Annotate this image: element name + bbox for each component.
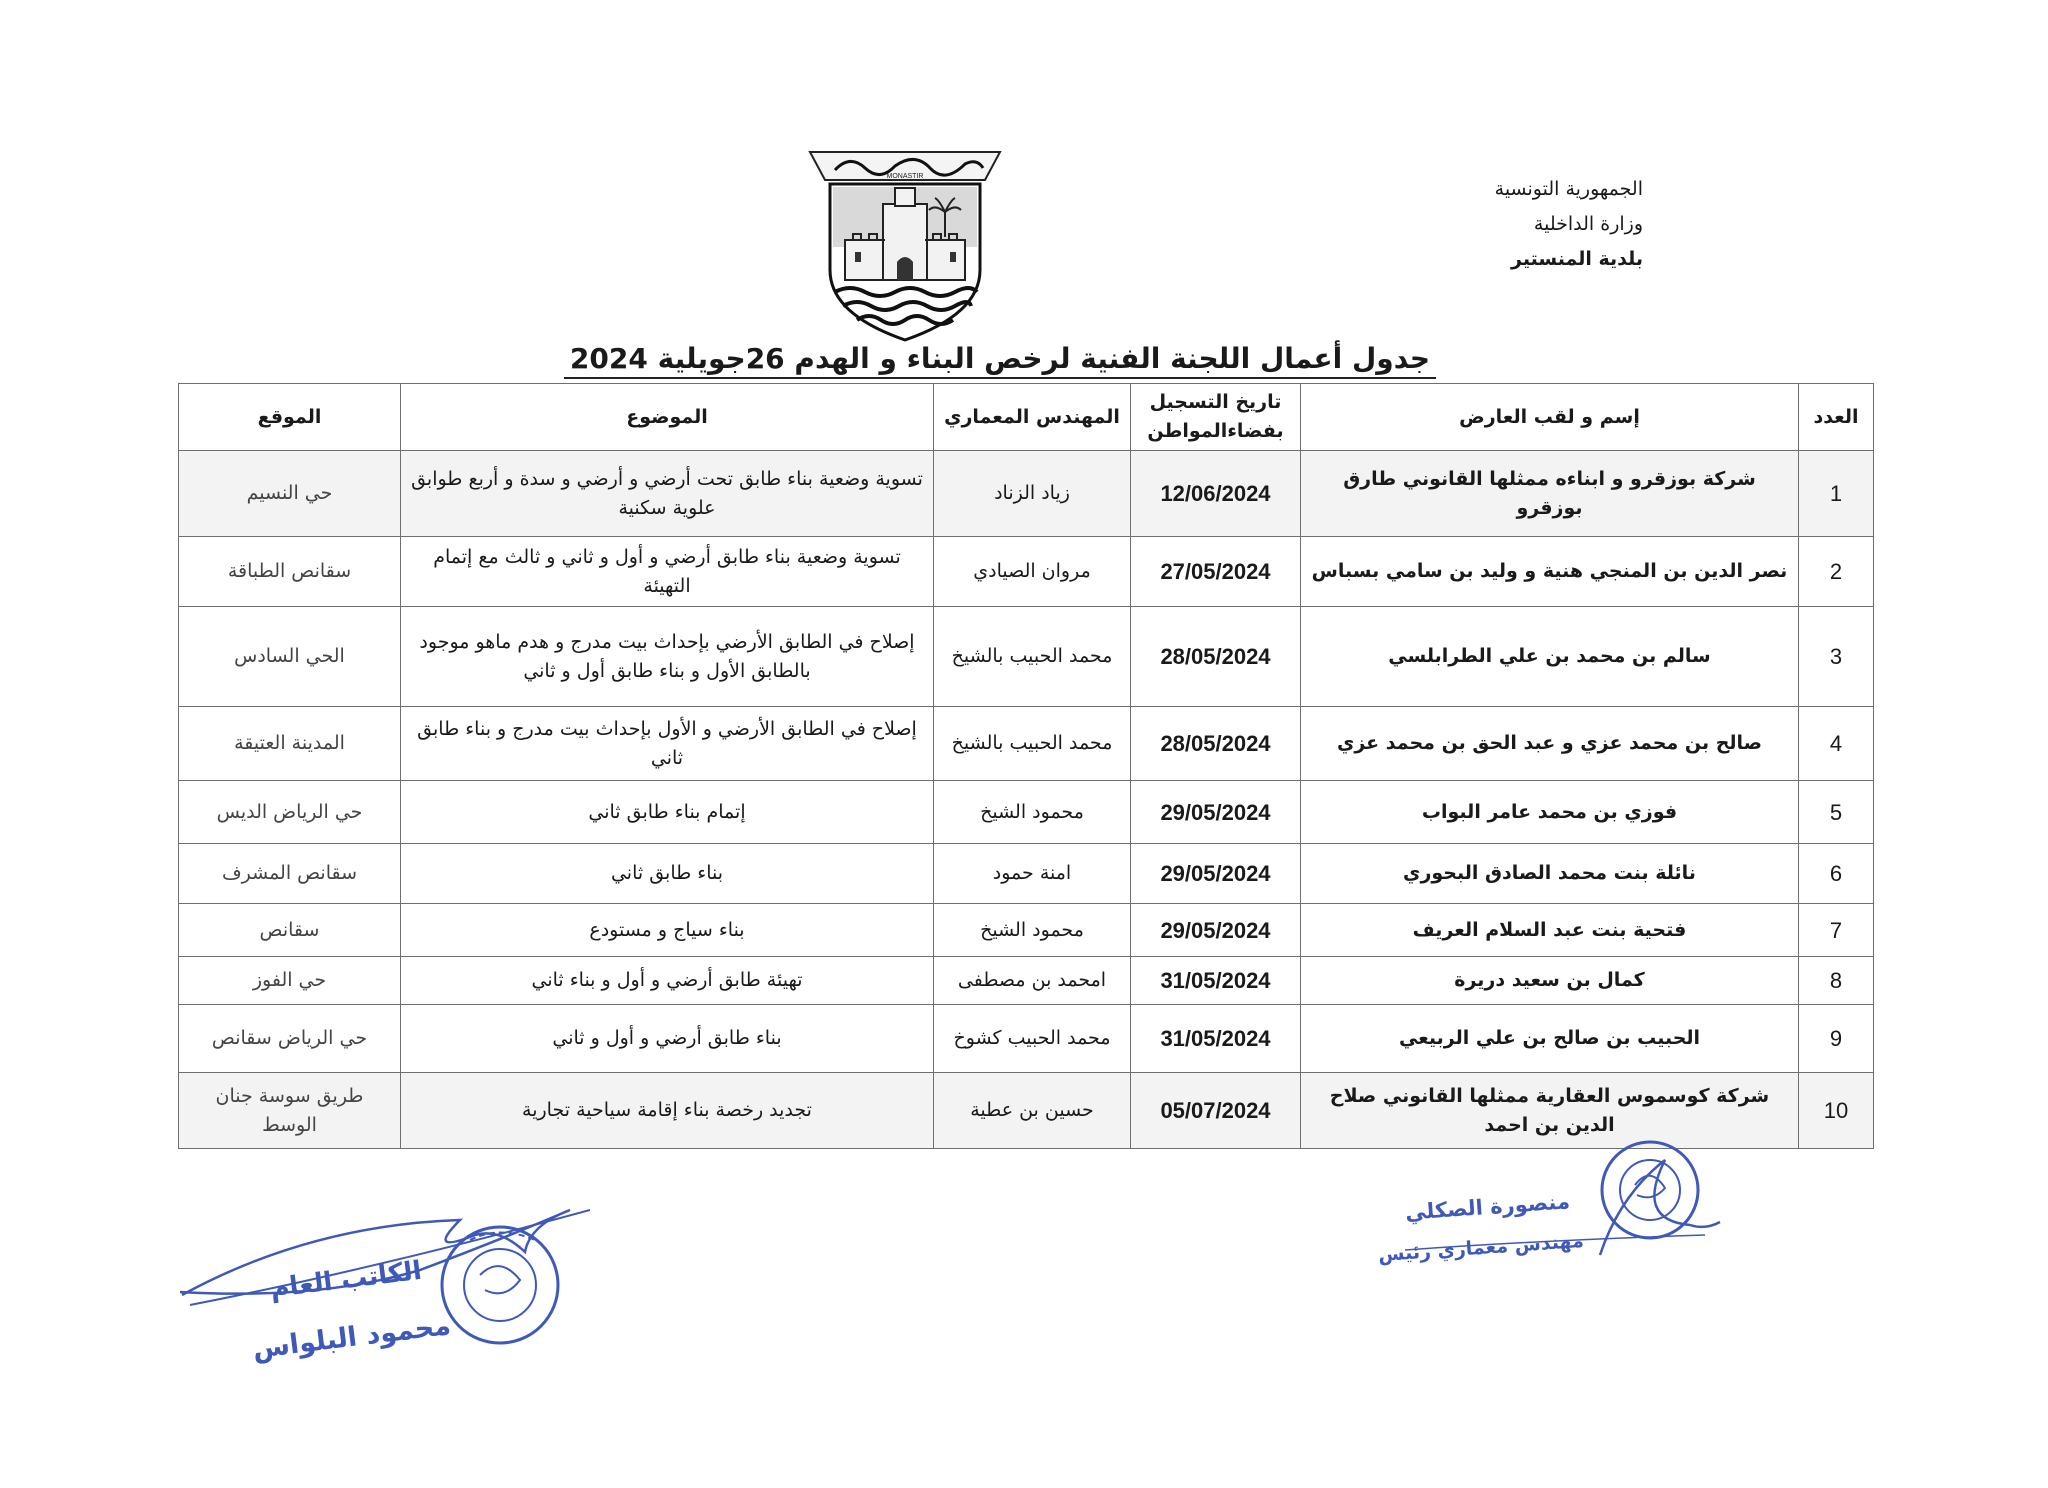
table-header-row [179,384,1874,451]
cell-date: 29/05/2024 [1131,844,1301,904]
cell-location: سقانص [179,904,401,957]
header-location: الموقع [179,384,401,451]
cell-owner: شركة بوزقرو و ابناءه ممثلها القانوني طارق بوزقرو [1301,451,1799,537]
header-architect: المهندس المعماري [934,384,1131,451]
cell-owner: شركة كوسموس العقارية ممثلها القانوني صلاح الدين بن احمد [1301,1073,1799,1149]
cell-number: 3 [1799,607,1874,707]
table-row [179,844,1874,904]
cell-owner: سالم بن محمد بن علي الطرابلسي [1301,607,1799,707]
cell-date: 31/05/2024 [1131,1005,1301,1073]
cell-owner: نصر الدين بن المنجي هنية و وليد بن سامي بسباس [1301,537,1799,607]
table-row [179,1073,1874,1149]
cell-number: 8 [1799,957,1874,1005]
cell-architect: محمد الحبيب كشوخ [934,1005,1131,1073]
cell-architect: امحمد بن مصطفى [934,957,1131,1005]
emblem-caption: MONASTIR [886,173,924,180]
cell-architect: زياد الزناد [934,451,1131,537]
cell-number: 4 [1799,707,1874,781]
cell-number: 10 [1799,1073,1874,1149]
cell-location: حي الرياض الديس [179,781,401,844]
cell-subject: إصلاح في الطابق الأرضي و الأول بإحداث بيت مدرج و بناء طابق ثاني [401,707,934,781]
country-name: الجمهورية التونسية [1494,178,1643,200]
header-subject: الموضوع [401,384,934,451]
cell-owner: فوزي بن محمد عامر البواب [1301,781,1799,844]
secretary-general-title: الكاتب العام [268,1255,424,1305]
header-owner: إسم و لقب العارض [1301,384,1799,451]
cell-number: 9 [1799,1005,1874,1073]
cell-number: 2 [1799,537,1874,607]
cell-location: سقانص الطباقة [179,537,401,607]
cell-location: الحي السادس [179,607,401,707]
header-number: العدد [1799,384,1874,451]
table-row [179,957,1874,1005]
permits-table [178,383,1874,1149]
cell-date: 29/05/2024 [1131,781,1301,844]
table-row [179,451,1874,537]
cell-date: 28/05/2024 [1131,607,1301,707]
table-row [179,1005,1874,1073]
table-row [179,607,1874,707]
cell-subject: بناء طابق أرضي و أول و ثاني [401,1005,934,1073]
cell-architect: محمود الشيخ [934,904,1131,957]
cell-owner: نائلة بنت محمد الصادق البحوري [1301,844,1799,904]
cell-subject: إصلاح في الطابق الأرضي بإحداث بيت مدرج و هدم ماهو موجود بالطابق الأول و بناء طابق أول و ثاني [401,607,934,707]
cell-date: 27/05/2024 [1131,537,1301,607]
cell-location: حي الرياض سقانص [179,1005,401,1073]
cell-location: حي النسيم [179,451,401,537]
cell-date: 29/05/2024 [1131,904,1301,957]
letterhead [1495,172,1643,277]
municipality-name: بلدية المنستير [1511,248,1643,270]
cell-architect: محمود الشيخ [934,781,1131,844]
table-row [179,707,1874,781]
cell-owner: الحبيب بن صالح بن علي الربيعي [1301,1005,1799,1073]
chief-architect-name: منصورة الصكلي [1404,1189,1571,1225]
cell-date: 12/06/2024 [1131,451,1301,537]
table-row [179,537,1874,607]
table-row [179,781,1874,844]
cell-location: طريق سوسة جنان الوسط [179,1073,401,1149]
cell-architect: محمد الحبيب بالشيخ [934,607,1131,707]
cell-date: 05/07/2024 [1131,1073,1301,1149]
cell-owner: صالح بن محمد عزي و عبد الحق بن محمد عزي [1301,707,1799,781]
cell-date: 31/05/2024 [1131,957,1301,1005]
cell-subject: إتمام بناء طابق ثاني [401,781,934,844]
header-date: تاريخ التسجيل بفضاءالمواطن [1131,384,1301,451]
cell-owner: فتحية بنت عبد السلام العريف [1301,904,1799,957]
cell-subject: تهيئة طابق أرضي و أول و بناء ثاني [401,957,934,1005]
cell-subject: تجديد رخصة بناء إقامة سياحية تجارية [401,1073,934,1149]
table-row [179,904,1874,957]
cell-subject: تسوية وضعية بناء طابق تحت أرضي و أرضي و سدة و أربع طوابق علوية سكنية [401,451,934,537]
cell-number: 5 [1799,781,1874,844]
cell-architect: مروان الصيادي [934,537,1131,607]
secretary-general-name: محمود البلواس [250,1309,453,1366]
cell-number: 7 [1799,904,1874,957]
cell-location: سقانص المشرف [179,844,401,904]
cell-architect: امنة حمود [934,844,1131,904]
cell-architect: حسين بن عطية [934,1073,1131,1149]
monastir-emblem-icon [805,142,1005,342]
cell-number: 6 [1799,844,1874,904]
ministry-name: وزارة الداخلية [1533,213,1643,235]
cell-location: المدينة العتيقة [179,707,401,781]
chief-architect-title: مهندس معماري رئيس [1377,1229,1585,1267]
cell-location: حي الفوز [179,957,401,1005]
cell-date: 28/05/2024 [1131,707,1301,781]
cell-subject: بناء طابق ثاني [401,844,934,904]
document-title: جدول أعمال اللجنة الفنية لرخص البناء و الهدم 26جويلية 2024 [560,342,1440,379]
cell-subject: تسوية وضعية بناء طابق أرضي و أول و ثاني و ثالث مع إتمام التهيئة [401,537,934,607]
cell-subject: بناء سياج و مستودع [401,904,934,957]
cell-number: 1 [1799,451,1874,537]
cell-owner: كمال بن سعيد دريرة [1301,957,1799,1005]
cell-architect: محمد الحبيب بالشيخ [934,707,1131,781]
